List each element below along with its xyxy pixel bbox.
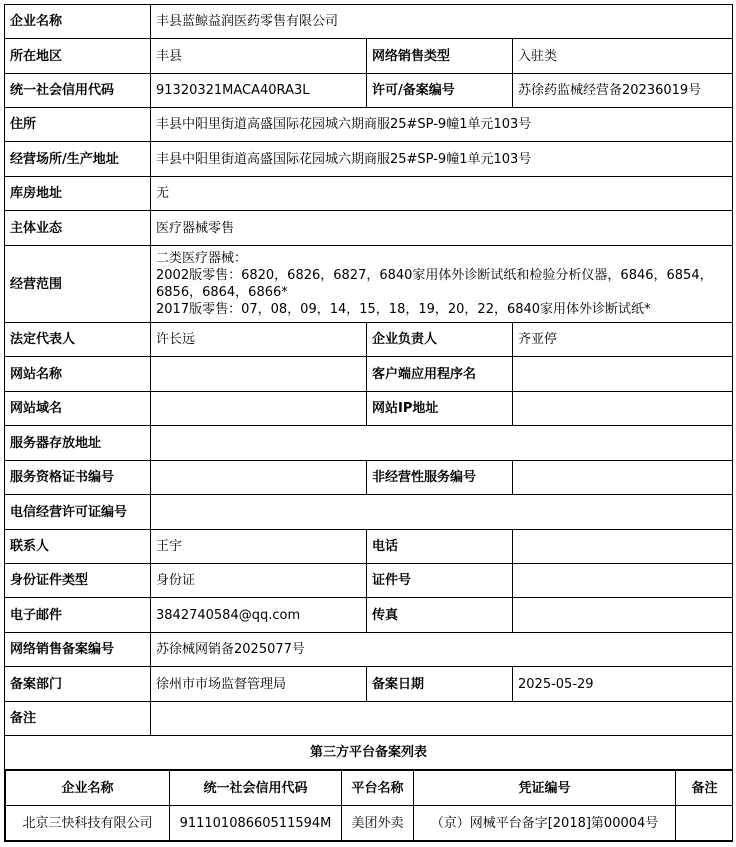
row-third-party-table bbox=[5, 770, 733, 842]
row-business bbox=[5, 211, 733, 246]
row-remark bbox=[5, 702, 733, 736]
row-filing bbox=[5, 633, 733, 667]
row-telecom bbox=[5, 495, 733, 530]
scope-line: 2002版零售：6820，6826，6827，6840家用体外诊断试纸和检验分析仪器，6846，6854， bbox=[156, 268, 713, 283]
telecom-label: 电信经营许可证编号 bbox=[5, 495, 151, 530]
email-value: 3842740584@qq.com bbox=[151, 598, 367, 633]
filing-date-label: 备案日期 bbox=[367, 667, 513, 702]
manager-value: 齐亚停 bbox=[513, 323, 733, 357]
fax-value bbox=[513, 598, 733, 633]
premises-value: 丰县中阳里街道高盛国际花园城六期商服25#SP-9幢1单元103号 bbox=[151, 142, 733, 177]
non-commercial-label: 非经营性服务编号 bbox=[367, 461, 513, 495]
email-label: 电子邮件 bbox=[5, 598, 151, 633]
row-server bbox=[5, 426, 733, 461]
third-party-credit-code: 91110108660511594M bbox=[170, 806, 342, 841]
third-party-header: 凭证编号 bbox=[414, 771, 676, 806]
license-value: 苏徐药监械经营备20236019号 bbox=[513, 74, 733, 108]
table-row bbox=[6, 806, 733, 841]
third-party-wrapper bbox=[5, 770, 733, 842]
row-residence bbox=[5, 108, 733, 142]
ip-label: 网站IP地址 bbox=[367, 392, 513, 426]
row-contact bbox=[5, 530, 733, 564]
scope-label: 经营范围 bbox=[5, 246, 151, 323]
remark-label: 备注 bbox=[5, 702, 151, 736]
residence-value: 丰县中阳里街道高盛国际花园城六期商服25#SP-9幢1单元103号 bbox=[151, 108, 733, 142]
region-label: 所在地区 bbox=[5, 39, 151, 74]
contact-value: 王宇 bbox=[151, 530, 367, 564]
manager-label: 企业负责人 bbox=[367, 323, 513, 357]
business-label: 主体业态 bbox=[5, 211, 151, 246]
sales-type-label: 网络销售类型 bbox=[367, 39, 513, 74]
domain-label: 网站域名 bbox=[5, 392, 151, 426]
third-party-header-row bbox=[6, 771, 733, 806]
row-region bbox=[5, 39, 733, 74]
scope-value bbox=[151, 246, 733, 323]
scope-line: 2017版零售：07，08，09，14，15，18，19，20，22，6840家用体外诊断试纸* bbox=[156, 302, 651, 317]
sales-type-value: 入驻类 bbox=[513, 39, 733, 74]
server-value bbox=[151, 426, 733, 461]
credit-code-value: 91320321MACA40RA3L bbox=[151, 74, 367, 108]
third-party-remark bbox=[676, 806, 733, 841]
row-company bbox=[5, 5, 733, 39]
third-party-company: 北京三快科技有限公司 bbox=[6, 806, 170, 841]
dept-label: 备案部门 bbox=[5, 667, 151, 702]
server-label: 服务器存放地址 bbox=[5, 426, 151, 461]
remark-value bbox=[151, 702, 733, 736]
credit-code-label: 统一社会信用代码 bbox=[5, 74, 151, 108]
scope-line: 二类医疗器械： bbox=[156, 251, 248, 266]
third-party-platform: 美团外卖 bbox=[342, 806, 414, 841]
row-third-party-title bbox=[5, 736, 733, 770]
row-scope bbox=[5, 246, 733, 323]
row-premises bbox=[5, 142, 733, 177]
warehouse-value: 无 bbox=[151, 177, 733, 211]
app-name-label: 客户端应用程序名 bbox=[367, 357, 513, 392]
phone-label: 电话 bbox=[367, 530, 513, 564]
third-party-title: 第三方平台备案列表 bbox=[5, 736, 733, 770]
scope-line: 6856，6864，6866* bbox=[156, 285, 288, 300]
third-party-table bbox=[5, 770, 733, 841]
ip-value bbox=[513, 392, 733, 426]
phone-value bbox=[513, 530, 733, 564]
row-idtype bbox=[5, 564, 733, 598]
contact-label: 联系人 bbox=[5, 530, 151, 564]
id-number-label: 证件号 bbox=[367, 564, 513, 598]
row-legal bbox=[5, 323, 733, 357]
third-party-header: 平台名称 bbox=[342, 771, 414, 806]
filing-label: 网络销售备案编号 bbox=[5, 633, 151, 667]
third-party-header: 备注 bbox=[676, 771, 733, 806]
third-party-header: 企业名称 bbox=[6, 771, 170, 806]
region-value: 丰县 bbox=[151, 39, 367, 74]
site-name-label: 网站名称 bbox=[5, 357, 151, 392]
record-table bbox=[4, 4, 733, 842]
row-credit bbox=[5, 74, 733, 108]
id-type-label: 身份证件类型 bbox=[5, 564, 151, 598]
company-label: 企业名称 bbox=[5, 5, 151, 39]
non-commercial-value bbox=[513, 461, 733, 495]
license-label: 许可/备案编号 bbox=[367, 74, 513, 108]
row-dept bbox=[5, 667, 733, 702]
legal-rep-label: 法定代表人 bbox=[5, 323, 151, 357]
row-qualification bbox=[5, 461, 733, 495]
id-number-value bbox=[513, 564, 733, 598]
dept-value: 徐州市市场监督管理局 bbox=[151, 667, 367, 702]
row-site bbox=[5, 357, 733, 392]
row-email bbox=[5, 598, 733, 633]
fax-label: 传真 bbox=[367, 598, 513, 633]
legal-rep-value: 许长远 bbox=[151, 323, 367, 357]
app-name-value bbox=[513, 357, 733, 392]
warehouse-label: 库房地址 bbox=[5, 177, 151, 211]
filing-value: 苏徐械网销备2025077号 bbox=[151, 633, 733, 667]
business-value: 医疗器械零售 bbox=[151, 211, 733, 246]
premises-label: 经营场所/生产地址 bbox=[5, 142, 151, 177]
id-type-value: 身份证 bbox=[151, 564, 367, 598]
company-value: 丰县蓝鲸益润医药零售有限公司 bbox=[151, 5, 733, 39]
telecom-value bbox=[151, 495, 733, 530]
row-domain bbox=[5, 392, 733, 426]
site-name-value bbox=[151, 357, 367, 392]
residence-label: 住所 bbox=[5, 108, 151, 142]
third-party-certificate: （京）网械平台备字[2018]第00004号 bbox=[414, 806, 676, 841]
row-warehouse bbox=[5, 177, 733, 211]
qualification-value bbox=[151, 461, 367, 495]
qualification-label: 服务资格证书编号 bbox=[5, 461, 151, 495]
filing-date-value: 2025-05-29 bbox=[513, 667, 733, 702]
domain-value bbox=[151, 392, 367, 426]
third-party-header: 统一社会信用代码 bbox=[170, 771, 342, 806]
